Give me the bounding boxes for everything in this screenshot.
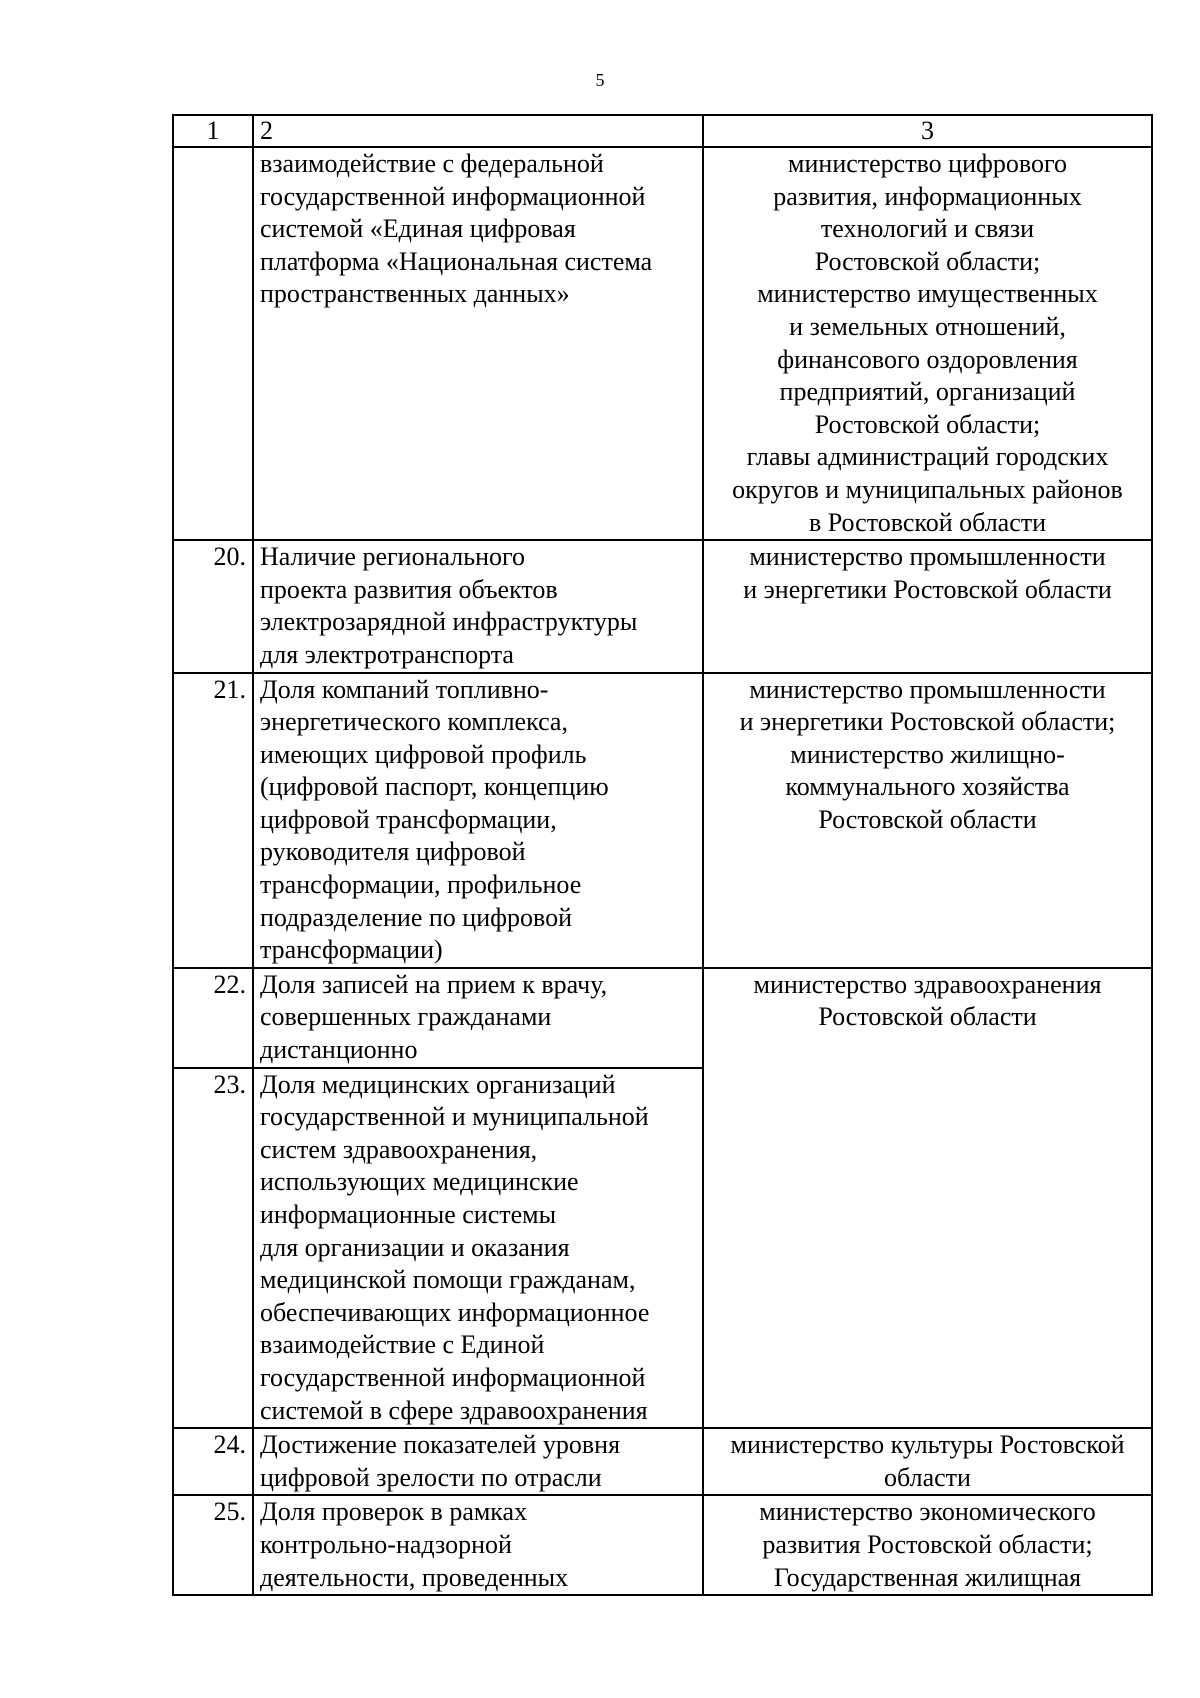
indicator-line: Достижение показателей уровня xyxy=(260,1430,621,1460)
table-row xyxy=(173,147,1152,540)
responsible-line: министерство цифрового xyxy=(788,149,1067,178)
table-row xyxy=(173,968,1152,1068)
responsible-line: коммунального хозяйства xyxy=(785,772,1070,802)
indicator-line: взаимодействие с федеральной xyxy=(260,149,604,178)
indicator-line: использующих медицинские xyxy=(260,1167,579,1197)
indicator-line: трансформации, профильное xyxy=(260,870,582,900)
indicator-line: (цифровой паспорт, концепцию xyxy=(260,772,609,802)
indicator-line: государственной информационной xyxy=(260,181,646,211)
responsible-cell xyxy=(703,147,1152,540)
table-row xyxy=(173,1428,1152,1495)
row-number: 23. xyxy=(173,1068,253,1429)
responsible-cell xyxy=(703,1495,1152,1595)
indicator-line: контрольно-надзорной xyxy=(260,1529,512,1559)
indicator-cell xyxy=(253,147,703,540)
indicator-line: совершенных гражданами xyxy=(260,1002,552,1032)
indicator-cell xyxy=(253,673,703,968)
indicator-line: медицинской помощи гражданам, xyxy=(260,1265,636,1295)
responsible-line: Ростовской области; xyxy=(814,409,1041,439)
indicator-line: цифровой зрелости по отрасли xyxy=(260,1462,602,1492)
indicator-line: Доля записей на прием к врачу, xyxy=(260,969,608,999)
responsible-line: Ростовской области xyxy=(818,1002,1037,1032)
table-row xyxy=(173,540,1152,672)
indicator-line: Доля проверок в рамках xyxy=(260,1497,528,1527)
responsible-line: и энергетики Ростовской области xyxy=(743,574,1112,604)
responsible-line: министерство имущественных xyxy=(757,279,1098,309)
indicator-line: обеспечивающих информационное xyxy=(260,1297,650,1327)
responsible-line: области xyxy=(884,1462,971,1492)
responsible-line: и земельных отношений, xyxy=(789,311,1066,341)
indicator-line: системой в сфере здравоохранения xyxy=(260,1395,648,1425)
responsible-line: Ростовской области; xyxy=(814,246,1041,276)
row-number: 20. xyxy=(173,540,253,672)
row-number: 21. xyxy=(173,673,253,968)
responsible-line: в Ростовской области xyxy=(808,507,1047,537)
indicator-cell xyxy=(253,1068,703,1429)
indicator-line: системой «Единая цифровая xyxy=(260,214,576,244)
indicator-line: подразделение по цифровой xyxy=(260,902,572,932)
indicator-line: руководителя цифровой xyxy=(260,837,526,867)
responsible-cell xyxy=(703,968,1152,1428)
responsible-line: округов и муниципальных районов xyxy=(732,474,1123,504)
indicator-line: имеющих цифровой профиль xyxy=(260,739,587,769)
indicator-line: энергетического комплекса, xyxy=(260,707,568,737)
table-row xyxy=(173,673,1152,968)
table-header-row xyxy=(173,115,1152,147)
indicator-line: Наличие регионального xyxy=(260,542,526,572)
indicator-cell xyxy=(253,540,703,672)
indicator-cell xyxy=(253,1428,703,1495)
indicator-line: платформа «Национальная система xyxy=(260,246,653,276)
page-number: 5 xyxy=(595,70,605,90)
indicator-line: Доля медицинских организаций xyxy=(260,1069,616,1099)
responsible-line: главы администраций городских xyxy=(746,442,1109,472)
responsible-cell xyxy=(703,1428,1152,1495)
indicator-line: информационные системы xyxy=(260,1200,557,1229)
indicator-line: систем здравоохранения, xyxy=(260,1134,538,1164)
responsible-cell xyxy=(703,673,1152,968)
row-number: 25. xyxy=(173,1495,253,1595)
responsible-line: финансового оздоровления xyxy=(777,344,1078,374)
responsible-line: и энергетики Ростовской области; xyxy=(739,707,1116,737)
indicator-line: пространственных данных» xyxy=(260,279,570,309)
indicator-line: для организации и оказания xyxy=(260,1232,570,1262)
row-number: 22. xyxy=(173,968,253,1068)
responsible-cell xyxy=(703,540,1152,672)
header-col-3: 3 xyxy=(703,115,1152,147)
indicator-line: электрозарядной инфраструктуры xyxy=(260,607,638,637)
responsible-line: предприятий, организаций xyxy=(779,377,1076,407)
responsible-line: министерство промышленности xyxy=(749,542,1106,572)
indicator-line: трансформации) xyxy=(260,935,443,965)
indicator-line: проекта развития объектов xyxy=(260,574,558,604)
indicator-line: государственной и муниципальной xyxy=(260,1102,649,1132)
responsible-line: министерство экономического xyxy=(759,1497,1096,1527)
indicator-line: цифровой трансформации, xyxy=(260,804,557,834)
indicator-line: дистанционно xyxy=(260,1035,418,1065)
indicator-cell xyxy=(253,1495,703,1595)
indicator-cell xyxy=(253,968,703,1068)
responsible-line: министерство здравоохранения xyxy=(753,969,1102,999)
responsible-line: развития Ростовской области; xyxy=(762,1529,1093,1559)
responsible-line: Государственная жилищная xyxy=(773,1562,1082,1592)
indicator-line: Доля компаний топливно- xyxy=(260,674,549,704)
responsible-line: развития, информационных xyxy=(773,181,1082,211)
header-col-2: 2 xyxy=(253,115,703,147)
responsible-line: министерство промышленности xyxy=(749,674,1106,704)
row-number xyxy=(173,147,253,540)
indicator-line: деятельности, проведенных xyxy=(260,1562,569,1592)
indicator-line: взаимодействие с Единой xyxy=(260,1330,545,1360)
responsible-line: министерство культуры Ростовской xyxy=(730,1430,1125,1460)
indicator-line: государственной информационной xyxy=(260,1362,646,1392)
responsible-line: технологий и связи xyxy=(820,214,1035,244)
responsible-line: Ростовской области xyxy=(818,804,1037,834)
responsible-line: министерство жилищно- xyxy=(790,739,1065,769)
indicator-line: для электротранспорта xyxy=(260,639,514,669)
responsibility-table xyxy=(172,114,1153,1596)
row-number: 24. xyxy=(173,1428,253,1495)
table-row xyxy=(173,1495,1152,1595)
header-col-1: 1 xyxy=(173,115,253,147)
